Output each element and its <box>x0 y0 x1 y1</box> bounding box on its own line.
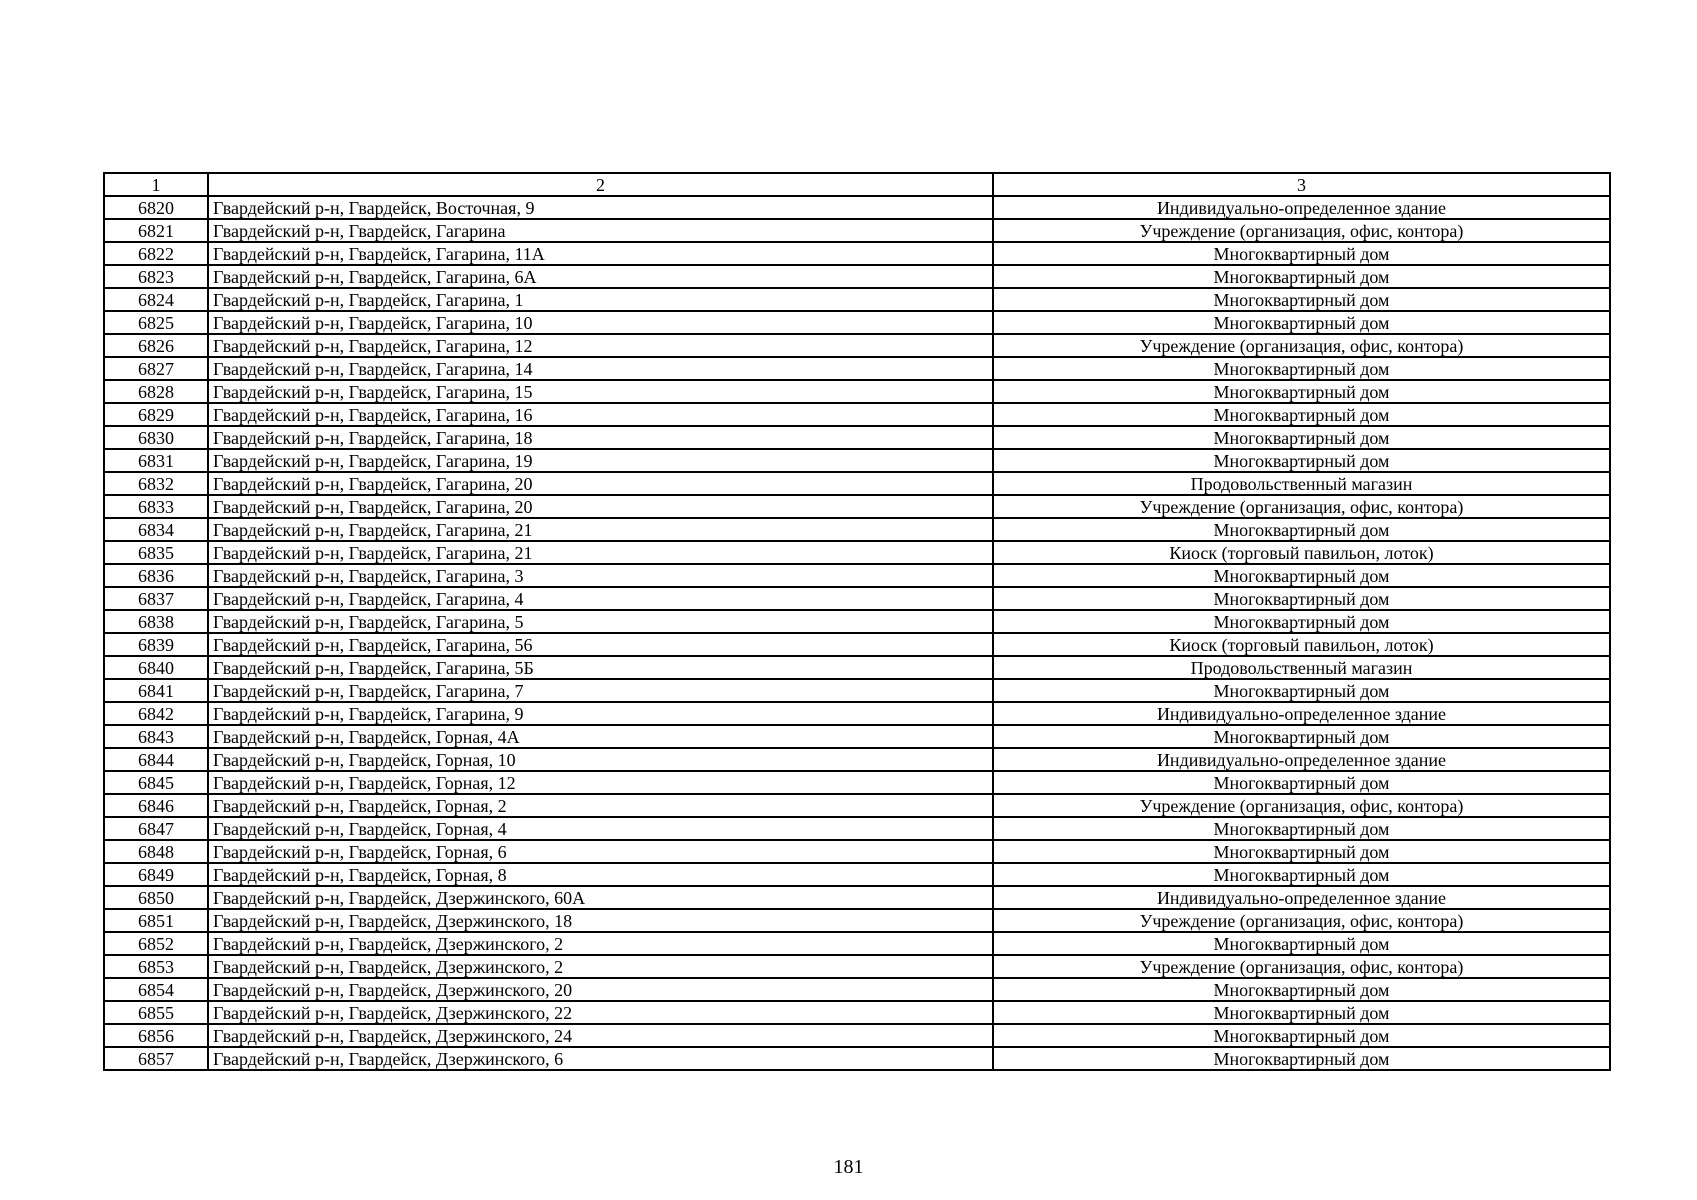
row-object-type: Индивидуально-определенное здание <box>993 748 1610 771</box>
row-address: Гвардейский р-н, Гвардейск, Дзержинского, 2 <box>208 955 993 978</box>
row-number: 6843 <box>104 725 208 748</box>
row-number: 6824 <box>104 288 208 311</box>
table-row <box>104 725 1610 748</box>
row-address: Гвардейский р-н, Гвардейск, Гагарина, 20 <box>208 472 993 495</box>
row-number: 6827 <box>104 357 208 380</box>
row-object-type: Учреждение (организация, офис, контора) <box>993 909 1610 932</box>
row-number: 6855 <box>104 1001 208 1024</box>
row-number: 6842 <box>104 702 208 725</box>
table-row <box>104 357 1610 380</box>
row-object-type: Многоквартирный дом <box>993 610 1610 633</box>
table-row <box>104 840 1610 863</box>
row-address: Гвардейский р-н, Гвардейск, Горная, 2 <box>208 794 993 817</box>
row-address: Гвардейский р-н, Гвардейск, Гагарина, 20 <box>208 495 993 518</box>
table-row <box>104 288 1610 311</box>
table-row <box>104 564 1610 587</box>
row-address: Гвардейский р-н, Гвардейск, Дзержинского, 60А <box>208 886 993 909</box>
row-address: Гвардейский р-н, Гвардейск, Горная, 10 <box>208 748 993 771</box>
row-address: Гвардейский р-н, Гвардейск, Гагарина, 14 <box>208 357 993 380</box>
row-address: Гвардейский р-н, Гвардейск, Гагарина, 7 <box>208 679 993 702</box>
row-address: Гвардейский р-н, Гвардейск, Гагарина, 1 <box>208 288 993 311</box>
row-address: Гвардейский р-н, Гвардейск, Горная, 8 <box>208 863 993 886</box>
row-number: 6841 <box>104 679 208 702</box>
table-row <box>104 886 1610 909</box>
row-object-type: Многоквартирный дом <box>993 1001 1610 1024</box>
row-address: Гвардейский р-н, Гвардейск, Гагарина, 10 <box>208 311 993 334</box>
row-object-type: Многоквартирный дом <box>993 449 1610 472</box>
row-address: Гвардейский р-н, Гвардейск, Горная, 12 <box>208 771 993 794</box>
row-number: 6831 <box>104 449 208 472</box>
table-row <box>104 748 1610 771</box>
row-address: Гвардейский р-н, Гвардейск, Гагарина, 16 <box>208 403 993 426</box>
table-row <box>104 702 1610 725</box>
row-object-type: Многоквартирный дом <box>993 840 1610 863</box>
row-object-type: Многоквартирный дом <box>993 679 1610 702</box>
row-object-type: Многоквартирный дом <box>993 564 1610 587</box>
row-object-type: Многоквартирный дом <box>993 771 1610 794</box>
table-row <box>104 426 1610 449</box>
row-address: Гвардейский р-н, Гвардейск, Горная, 4 <box>208 817 993 840</box>
table-row <box>104 380 1610 403</box>
row-object-type: Многоквартирный дом <box>993 265 1610 288</box>
row-object-type: Многоквартирный дом <box>993 978 1610 1001</box>
row-address: Гвардейский р-н, Гвардейск, Дзержинского, 24 <box>208 1024 993 1047</box>
table-row <box>104 955 1610 978</box>
row-number: 6820 <box>104 196 208 219</box>
header-row <box>104 173 1610 196</box>
row-number: 6829 <box>104 403 208 426</box>
row-number: 6830 <box>104 426 208 449</box>
row-address: Гвардейский р-н, Гвардейск, Гагарина, 6А <box>208 265 993 288</box>
row-address: Гвардейский р-н, Гвардейск, Гагарина, 9 <box>208 702 993 725</box>
row-object-type: Многоквартирный дом <box>993 380 1610 403</box>
row-object-type: Киоск (торговый павильон, лоток) <box>993 633 1610 656</box>
row-number: 6825 <box>104 311 208 334</box>
row-object-type: Индивидуально-определенное здание <box>993 886 1610 909</box>
row-object-type: Многоквартирный дом <box>993 725 1610 748</box>
row-address: Гвардейский р-н, Гвардейск, Горная, 4А <box>208 725 993 748</box>
table-row <box>104 909 1610 932</box>
row-address: Гвардейский р-н, Гвардейск, Гагарина, 11А <box>208 242 993 265</box>
header-col-2: 2 <box>208 173 993 196</box>
table-row <box>104 1047 1610 1070</box>
row-object-type: Учреждение (организация, офис, контора) <box>993 955 1610 978</box>
row-number: 6840 <box>104 656 208 679</box>
row-number: 6856 <box>104 1024 208 1047</box>
row-address: Гвардейский р-н, Гвардейск, Гагарина <box>208 219 993 242</box>
row-number: 6846 <box>104 794 208 817</box>
table-row <box>104 771 1610 794</box>
row-object-type: Многоквартирный дом <box>993 863 1610 886</box>
row-number: 6857 <box>104 1047 208 1070</box>
table-row <box>104 1024 1610 1047</box>
row-object-type: Многоквартирный дом <box>993 817 1610 840</box>
row-address: Гвардейский р-н, Гвардейск, Гагарина, 18 <box>208 426 993 449</box>
table-row <box>104 518 1610 541</box>
table-row <box>104 334 1610 357</box>
table-row <box>104 495 1610 518</box>
row-object-type: Многоквартирный дом <box>993 288 1610 311</box>
row-address: Гвардейский р-н, Гвардейск, Дзержинского, 6 <box>208 1047 993 1070</box>
row-object-type: Многоквартирный дом <box>993 1047 1610 1070</box>
row-number: 6833 <box>104 495 208 518</box>
row-address: Гвардейский р-н, Гвардейск, Гагарина, 21 <box>208 518 993 541</box>
row-object-type: Продовольственный магазин <box>993 656 1610 679</box>
row-number: 6839 <box>104 633 208 656</box>
row-number: 6835 <box>104 541 208 564</box>
table-row <box>104 656 1610 679</box>
row-object-type: Многоквартирный дом <box>993 357 1610 380</box>
row-address: Гвардейский р-н, Гвардейск, Гагарина, 21 <box>208 541 993 564</box>
table-row <box>104 242 1610 265</box>
row-object-type: Учреждение (организация, офис, контора) <box>993 334 1610 357</box>
row-address: Гвардейский р-н, Гвардейск, Дзержинского, 20 <box>208 978 993 1001</box>
row-number: 6849 <box>104 863 208 886</box>
table-row <box>104 863 1610 886</box>
row-address: Гвардейский р-н, Гвардейск, Горная, 6 <box>208 840 993 863</box>
row-address: Гвардейский р-н, Гвардейск, Гагарина, 5Б <box>208 656 993 679</box>
row-object-type: Многоквартирный дом <box>993 587 1610 610</box>
row-object-type: Многоквартирный дом <box>993 1024 1610 1047</box>
row-object-type: Многоквартирный дом <box>993 403 1610 426</box>
row-number: 6832 <box>104 472 208 495</box>
row-number: 6845 <box>104 771 208 794</box>
row-number: 6850 <box>104 886 208 909</box>
row-number: 6848 <box>104 840 208 863</box>
row-address: Гвардейский р-н, Гвардейск, Гагарина, 3 <box>208 564 993 587</box>
table-row <box>104 472 1610 495</box>
row-address: Гвардейский р-н, Гвардейск, Гагарина, 4 <box>208 587 993 610</box>
data-table <box>103 172 1611 1071</box>
row-object-type: Продовольственный магазин <box>993 472 1610 495</box>
row-number: 6852 <box>104 932 208 955</box>
table-row <box>104 978 1610 1001</box>
row-object-type: Учреждение (организация, офис, контора) <box>993 495 1610 518</box>
table-header <box>104 173 1610 196</box>
row-object-type: Многоквартирный дом <box>993 426 1610 449</box>
header-col-3: 3 <box>993 173 1610 196</box>
row-number: 6836 <box>104 564 208 587</box>
row-number: 6822 <box>104 242 208 265</box>
table-row <box>104 541 1610 564</box>
row-number: 6821 <box>104 219 208 242</box>
table-row <box>104 1001 1610 1024</box>
row-number: 6838 <box>104 610 208 633</box>
table-row <box>104 265 1610 288</box>
table-row <box>104 817 1610 840</box>
row-address: Гвардейский р-н, Гвардейск, Гагарина, 15 <box>208 380 993 403</box>
row-address: Гвардейский р-н, Гвардейск, Гагарина, 5 <box>208 610 993 633</box>
row-object-type: Индивидуально-определенное здание <box>993 196 1610 219</box>
row-address: Гвардейский р-н, Гвардейск, Гагарина, 12 <box>208 334 993 357</box>
row-number: 6823 <box>104 265 208 288</box>
row-object-type: Многоквартирный дом <box>993 242 1610 265</box>
table-body <box>104 196 1610 1070</box>
row-number: 6828 <box>104 380 208 403</box>
row-number: 6853 <box>104 955 208 978</box>
row-address: Гвардейский р-н, Гвардейск, Дзержинского, 2 <box>208 932 993 955</box>
row-address: Гвардейский р-н, Гвардейск, Восточная, 9 <box>208 196 993 219</box>
table-row <box>104 219 1610 242</box>
row-object-type: Многоквартирный дом <box>993 518 1610 541</box>
row-object-type: Учреждение (организация, офис, контора) <box>993 219 1610 242</box>
table-row <box>104 196 1610 219</box>
table-row <box>104 679 1610 702</box>
table-row <box>104 311 1610 334</box>
row-number: 6826 <box>104 334 208 357</box>
row-object-type: Индивидуально-определенное здание <box>993 702 1610 725</box>
row-address: Гвардейский р-н, Гвардейск, Дзержинского, 22 <box>208 1001 993 1024</box>
table-row <box>104 587 1610 610</box>
row-number: 6837 <box>104 587 208 610</box>
table-row <box>104 610 1610 633</box>
row-number: 6834 <box>104 518 208 541</box>
header-col-1: 1 <box>104 173 208 196</box>
row-object-type: Многоквартирный дом <box>993 311 1610 334</box>
row-object-type: Учреждение (организация, офис, контора) <box>993 794 1610 817</box>
row-number: 6851 <box>104 909 208 932</box>
row-number: 6844 <box>104 748 208 771</box>
table-row <box>104 449 1610 472</box>
row-address: Гвардейский р-н, Гвардейск, Дзержинского, 18 <box>208 909 993 932</box>
table-row <box>104 932 1610 955</box>
row-object-type: Многоквартирный дом <box>993 932 1610 955</box>
table-row <box>104 633 1610 656</box>
table-row <box>104 794 1610 817</box>
row-number: 6847 <box>104 817 208 840</box>
row-address: Гвардейский р-н, Гвардейск, Гагарина, 56 <box>208 633 993 656</box>
row-number: 6854 <box>104 978 208 1001</box>
table-row <box>104 403 1610 426</box>
row-address: Гвардейский р-н, Гвардейск, Гагарина, 19 <box>208 449 993 472</box>
page-number: 181 <box>833 1156 864 1178</box>
row-object-type: Киоск (торговый павильон, лоток) <box>993 541 1610 564</box>
